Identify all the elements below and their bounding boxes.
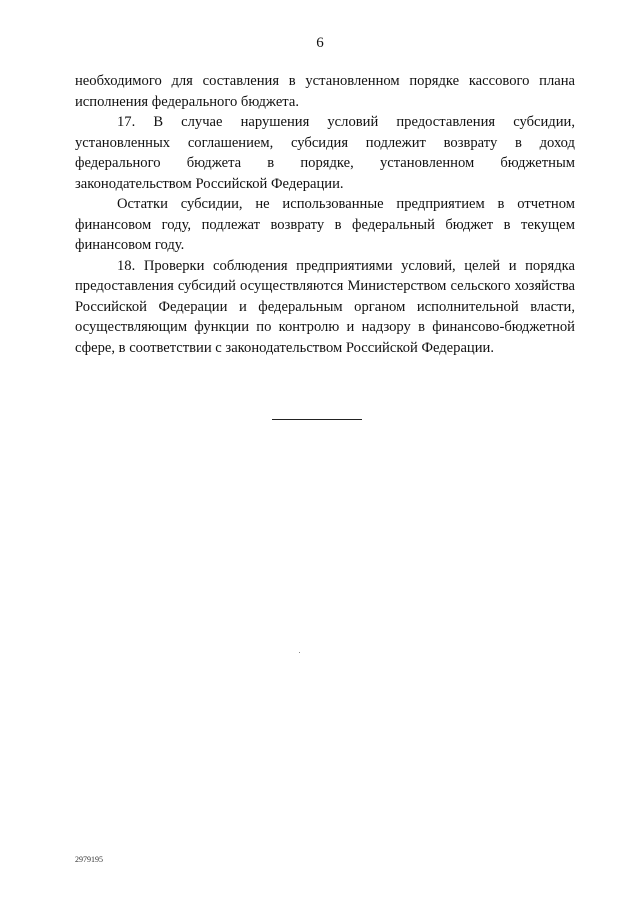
document-code: 2979195	[75, 855, 103, 864]
scan-speck	[299, 652, 300, 653]
paragraph-17: 17. В случае нарушения условий предоставления субсидии, установленных соглашением, субсидия подлежит возврату в доход федерального бюджета в порядке, установленном бюджетным законодательством Российской Федерации.	[75, 114, 575, 192]
page-number: 6	[316, 35, 324, 51]
paragraph-remainder: Остатки субсидии, не использованные предприятием в отчетном финансовом году, подлежат возврату в федеральный бюджет в текущем финансовом году.	[75, 196, 575, 253]
end-divider-line	[272, 419, 362, 420]
paragraph-continuation: необходимого для составления в установленном порядке кассового плана исполнения федерального бюджета.	[75, 73, 575, 110]
paragraph-18: 18. Проверки соблюдения предприятиями условий, целей и порядка предоставления субсидий осуществляются Министерством сельского хозяйства Российской Федерации и федеральным органом исполнительной власти, осуществляющим функции по контролю и надзору в финансово-бюджетной сфере, в соответствии с законодательством Российской Федерации.	[75, 257, 575, 356]
document-body	[75, 71, 575, 358]
